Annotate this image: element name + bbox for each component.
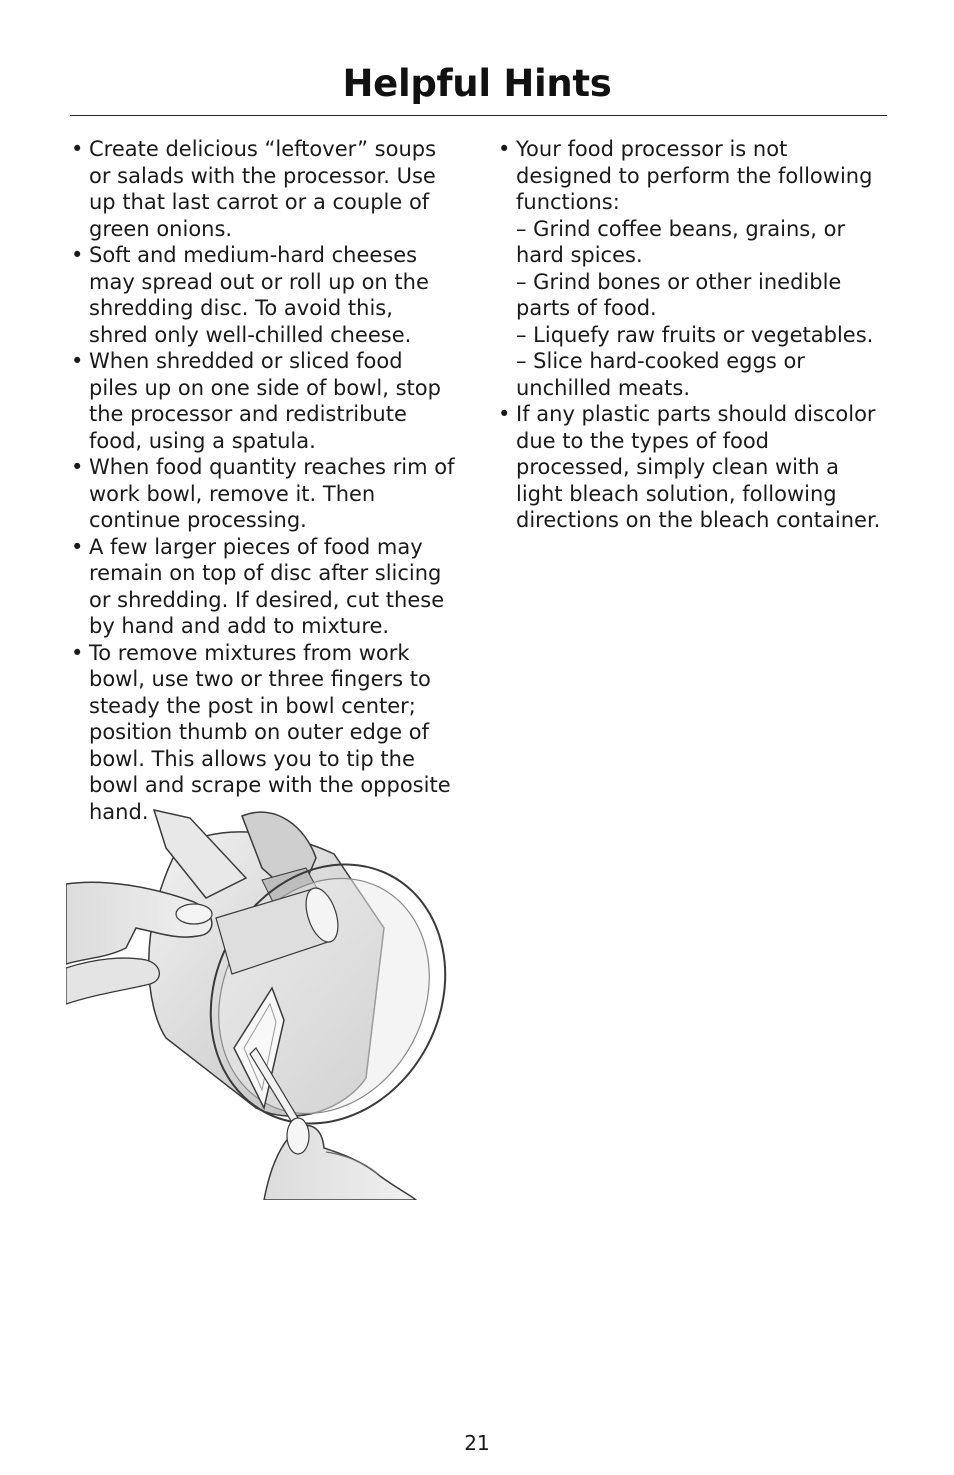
page-title: Helpful Hints	[342, 62, 612, 105]
sub-item: – Grind coffee beans, grains, or hard spices.	[516, 216, 846, 267]
list-item: • When food quantity reaches rim of work bowl, remove it. Then continue processing.	[70, 454, 458, 534]
hints-list-right	[497, 136, 889, 534]
bowl-illustration	[66, 808, 448, 1200]
hand-tipping-bowl-with-spatula-illustration	[66, 808, 448, 1200]
left-column	[70, 136, 458, 825]
list-item	[497, 136, 889, 401]
page-number: 21	[464, 1431, 490, 1455]
right-column	[497, 136, 889, 534]
list-item: • Soft and medium-hard cheeses may spread out or roll up on the shredding disc. To avoid this, shred only well-chilled cheese.	[70, 242, 458, 348]
title-divider	[70, 115, 887, 116]
hint-intro: • Your food processor is not designed to perform the following functions:	[516, 137, 873, 214]
list-item: • A few larger pieces of food may remain on top of disc after slicing or shredding. If desired, cut these by hand and add to mixture.	[70, 534, 458, 640]
sub-item: – Slice hard-cooked eggs or unchilled meats.	[516, 349, 805, 400]
sub-item: – Grind bones or other inedible parts of food.	[516, 269, 842, 320]
list-item: • To remove mixtures from work bowl, use two or three fingers to steady the post in bowl center; position thumb on outer edge of bowl. This allows you to tip the bowl and scrape with the opposite hand.	[70, 640, 458, 826]
sub-item: – Liquefy raw fruits or vegetables.	[516, 322, 874, 347]
list-item: • If any plastic parts should discolor due to the types of food processed, simply clean with a light bleach solution, following directions on the bleach container.	[497, 401, 889, 534]
hints-list-left	[70, 136, 458, 825]
list-item: • Create delicious “leftover” soups or salads with the processor. Use up that last carrot or a couple of green onions.	[70, 136, 458, 242]
list-item: • When shredded or sliced food piles up on one side of bowl, stop the processor and redistribute food, using a spatula.	[70, 348, 458, 454]
